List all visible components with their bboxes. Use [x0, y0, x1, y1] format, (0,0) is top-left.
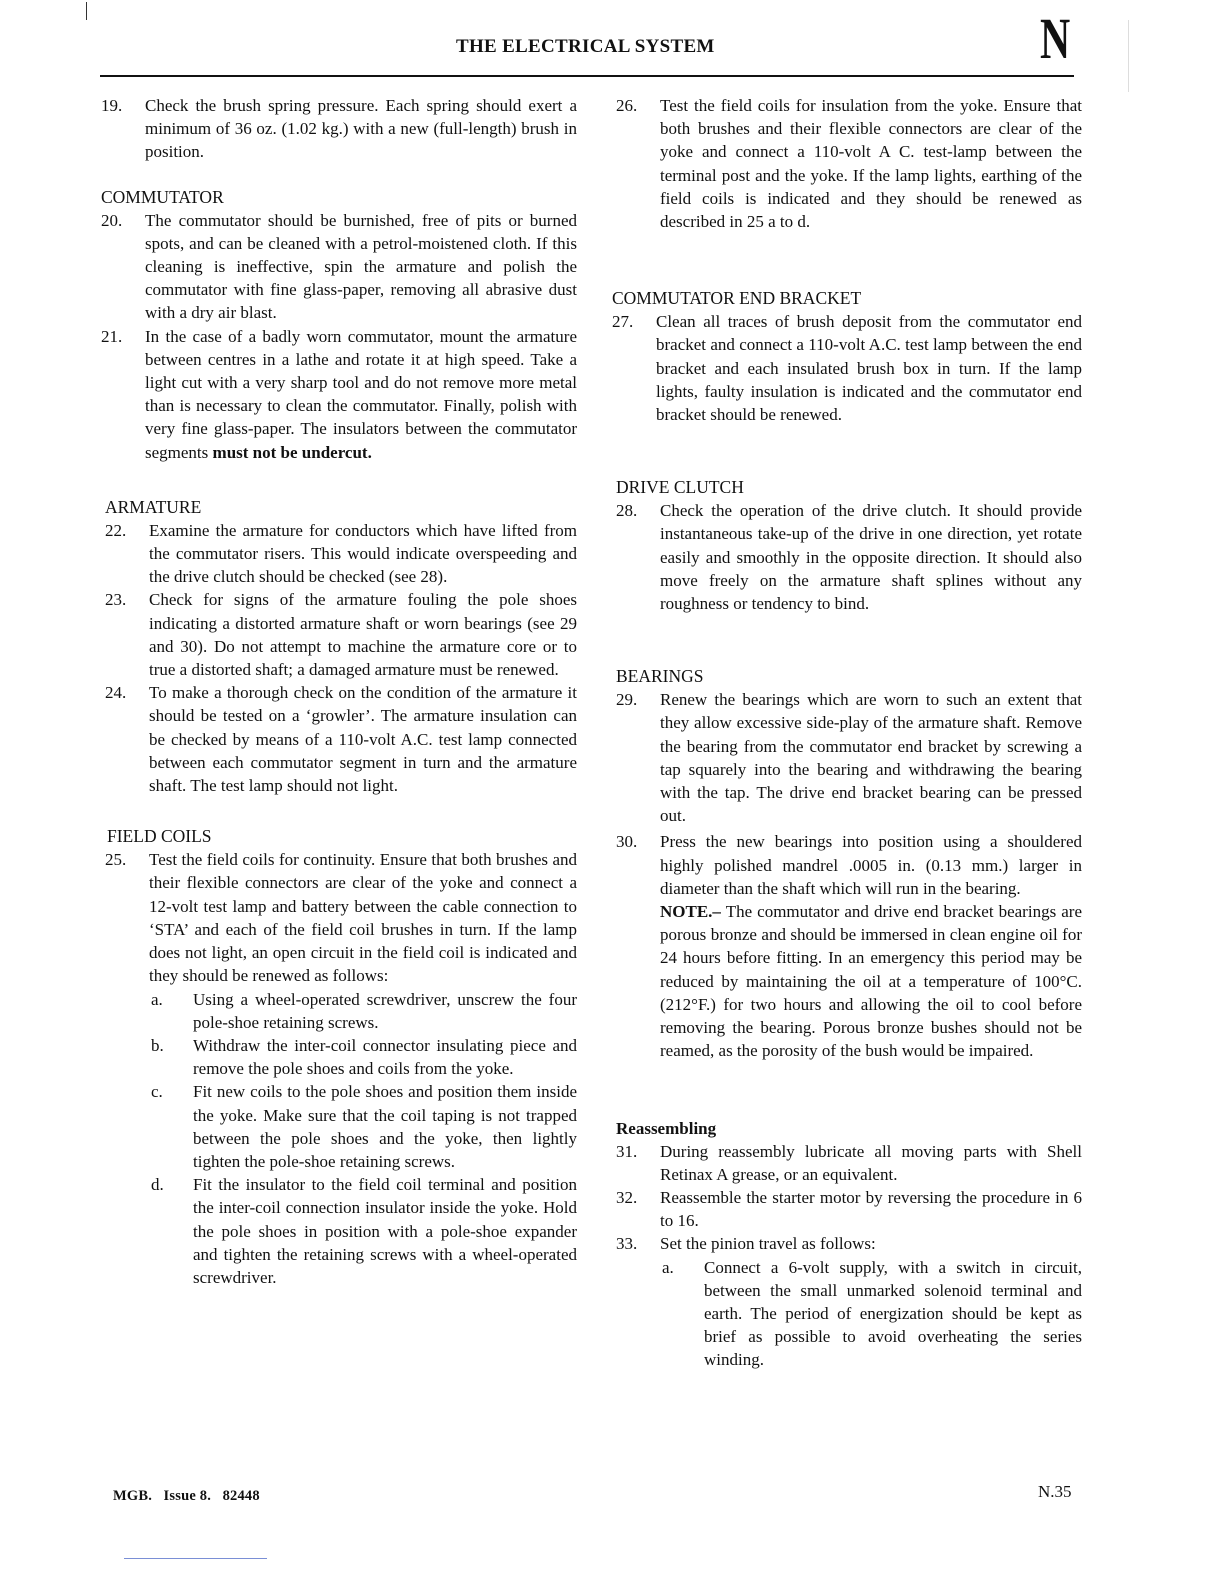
list-item-33	[612, 1232, 1082, 1255]
item-number: 22.	[105, 520, 127, 540]
list-item-21	[101, 325, 577, 464]
list-item-25	[101, 848, 577, 987]
list-item-32	[612, 1186, 1082, 1232]
list-item-27	[612, 310, 1082, 426]
item-number: 25.	[105, 850, 127, 870]
item-number: 23.	[105, 590, 127, 610]
item-number: 20.	[101, 210, 123, 230]
item-text: Test the field coils for insulation from the yoke. Ensure that both brushes and their flexible connectors are clear of the yoke and connect a 110-volt A C. test-lamp between the terminal post and the yoke. If the lamp lights, earthing of the field coils is indicated and they should be renewed as described in 25 a to d.	[660, 96, 1082, 232]
item-text: The commutator should be burnished, free of pits or burned spots, and can be cleaned with a petrol-moistened cloth. If this cleaning is ineffective, spin the armature and polish the commutator with fine glass-paper, removing all abrasive dust with a dry air blast.	[145, 210, 577, 323]
section-letter: N	[1040, 6, 1071, 71]
item-text: Check the brush spring pressure. Each spring should exert a minimum of 36 oz. (1.02 kg.) with a new (full-length) brush in position.	[145, 96, 577, 162]
sub-item-letter: b.	[151, 1035, 164, 1055]
note-label: NOTE.–	[660, 902, 721, 922]
section-heading-armature: ARMATURE	[105, 496, 202, 517]
footer-issue-info	[113, 1488, 260, 1505]
sub-item-c	[101, 1080, 577, 1173]
left-column	[101, 94, 577, 1289]
sub-item-letter: c.	[151, 1082, 163, 1102]
item-text	[145, 325, 577, 464]
item-number: 24.	[105, 683, 127, 703]
item-text: Check the operation of the drive clutch. It should provide instantaneous take-up of the drive in one direction, yet rotate easily and smoothly in the opposite direction. It should also move freely on the armature shaft splines without any roughness or tendency to bind.	[660, 501, 1082, 614]
note-text: The commutator and drive end bracket bearings are porous bronze and should be immersed in clean engine oil for 24 hours before fitting. In an emergency this period may be reduced by maintaining the oil at a temperature of 100°C. (212°F.) for two hours and allowing the oil to cool before removing the bearing. Porous bronze bushes should not be reamed, as the porosity of the bush would be impaired.	[660, 902, 1082, 1061]
note-block	[612, 900, 1082, 1062]
page-number: N.35	[1038, 1482, 1072, 1501]
item-text: Set the pinion travel as follows:	[660, 1234, 876, 1254]
section-heading-commutator-end-bracket: COMMUTATOR END BRACKET	[612, 288, 862, 309]
item-number: 26.	[616, 96, 638, 115]
item-text: Examine the armature for conductors which have lifted from the commutator risers. This would indicate overspeeding and the drive clutch should be checked (see 28).	[149, 520, 577, 587]
sub-item-a	[101, 988, 577, 1034]
sub-item-b	[101, 1034, 577, 1080]
item-text: Renew the bearings which are worn to such an extent that they allow excessive side-play of the armature shaft. Remove the bearing from the commutator end bracket by screwing a tap squarely into the bearing and withdrawing the bearing with the tap. The drive end bracket bearing can be pressed out.	[660, 690, 1082, 826]
item-number: 33.	[616, 1234, 638, 1254]
list-item-31	[612, 1140, 1082, 1186]
sub-item-letter: d.	[151, 1175, 164, 1195]
crop-mark	[86, 2, 87, 20]
sub-item-text: Fit the insulator to the field coil terminal and position the inter-coil connection insulator inside the yoke. Hold the pole shoes in position with a pole-shoe expander and tighten the retaining screws with a wheel-operated screwdriver.	[193, 1175, 577, 1287]
sub-item-d	[101, 1173, 577, 1289]
header-divider	[100, 75, 1074, 77]
item-text: Test the field coils for continuity. Ensure that both brushes and their flexible connectors are clear of the yoke and connect a 12-volt test lamp and battery between the cable connection to ‘STA’ and each of the field coil brushes in turn. If the lamp does not light, an open circuit in the field coil is indicated and they should be renewed as follows:	[149, 850, 577, 986]
sub-item-a	[612, 1256, 1082, 1372]
item-text: Press the new bearings into position using a shouldered highly polished mandrel .0005 in. (0.13 mm.) larger in diameter than the shaft which will run in the bearing.	[660, 832, 1082, 898]
item-number: 21.	[101, 326, 123, 346]
item-number: 19.	[101, 96, 123, 115]
bottom-rule	[124, 1558, 267, 1559]
sub-item-letter: a.	[662, 1257, 674, 1277]
item-number: 27.	[612, 312, 634, 332]
section-heading-bearings: BEARINGS	[616, 666, 704, 687]
footer-issue: Issue 8.	[163, 1488, 212, 1504]
scan-edge-line	[1128, 20, 1129, 92]
sub-item-text: Fit new coils to the pole shoes and position them inside the yoke. Make sure that the coil taping is not trapped between the pole shoes and the yoke, then lightly tighten the pole-shoe retaining screws.	[193, 1082, 577, 1171]
list-item-28	[612, 499, 1082, 615]
page-title: THE ELECTRICAL SYSTEM	[456, 36, 715, 57]
sub-item-text: Using a wheel-operated screwdriver, unscrew the four pole-shoe retaining screws.	[193, 989, 577, 1032]
section-heading-commutator: COMMUTATOR	[101, 186, 224, 207]
list-item-29	[612, 688, 1082, 827]
item-21-body: In the case of a badly worn commutator, mount the armature between centres in a lathe and rotate it at high speed. Take a light cut with a very sharp tool and do not remove more metal than is necessary to clean the commutator. Finally, polish with very fine glass-paper. The insulators between the commutator segments	[145, 326, 577, 462]
item-21-emphasis: must not be undercut.	[212, 442, 372, 462]
item-number: 32.	[616, 1187, 638, 1207]
section-heading-reassembling: Reassembling	[616, 1118, 717, 1138]
item-text: Reassemble the starter motor by reversing the procedure in 6 to 16.	[660, 1187, 1082, 1231]
list-item-24	[101, 681, 577, 797]
item-number: 28.	[616, 501, 638, 521]
sub-item-text: Withdraw the inter-coil connector insulating piece and remove the pole shoes and coils from the yoke.	[193, 1035, 577, 1079]
section-heading-field-coils: FIELD COILS	[107, 826, 212, 847]
list-item-30	[612, 830, 1082, 900]
item-text: Clean all traces of brush deposit from the commutator end bracket and connect a 110-volt A.C. test lamp between the end bracket and each insulated brush box in turn. If the lamp lights, faulty insulation is indicated and the commutator end bracket should be renewed.	[656, 312, 1082, 425]
section-heading-drive-clutch: DRIVE CLUTCH	[616, 477, 744, 498]
item-number: 31.	[616, 1141, 638, 1161]
list-item-19	[101, 94, 577, 164]
list-item-23	[101, 588, 577, 681]
list-item-26	[612, 94, 1082, 233]
sub-item-letter: a.	[151, 989, 163, 1009]
list-item-20	[101, 209, 577, 325]
footer-model: MGB.	[113, 1488, 153, 1504]
item-text: To make a thorough check on the condition of the armature it should be tested on a ‘growler’. The armature insulation can be checked by means of a 110-volt A.C. test lamp connected between each commutator segment in turn and the armature shaft. The test lamp should not light.	[149, 683, 577, 796]
item-number: 30.	[616, 832, 638, 852]
footer-code: 82448	[222, 1488, 260, 1504]
item-number: 29.	[616, 690, 638, 710]
item-text: Check for signs of the armature fouling the pole shoes indicating a distorted armature shaft or worn bearings (see 29 and 30). Do not attempt to machine the armature core or to true a distorted shaft; a damaged armature must be renewed.	[149, 590, 577, 680]
sub-item-text: Connect a 6-volt supply, with a switch in circuit, between the small unmarked solenoid terminal and earth. The period of energization should be kept as brief as possible to avoid overheating the series winding.	[704, 1257, 1082, 1370]
item-text: During reassembly lubricate all moving parts with Shell Retinax A grease, or an equivalent.	[660, 1141, 1082, 1184]
right-column	[612, 94, 1082, 1372]
list-item-22	[101, 519, 577, 589]
